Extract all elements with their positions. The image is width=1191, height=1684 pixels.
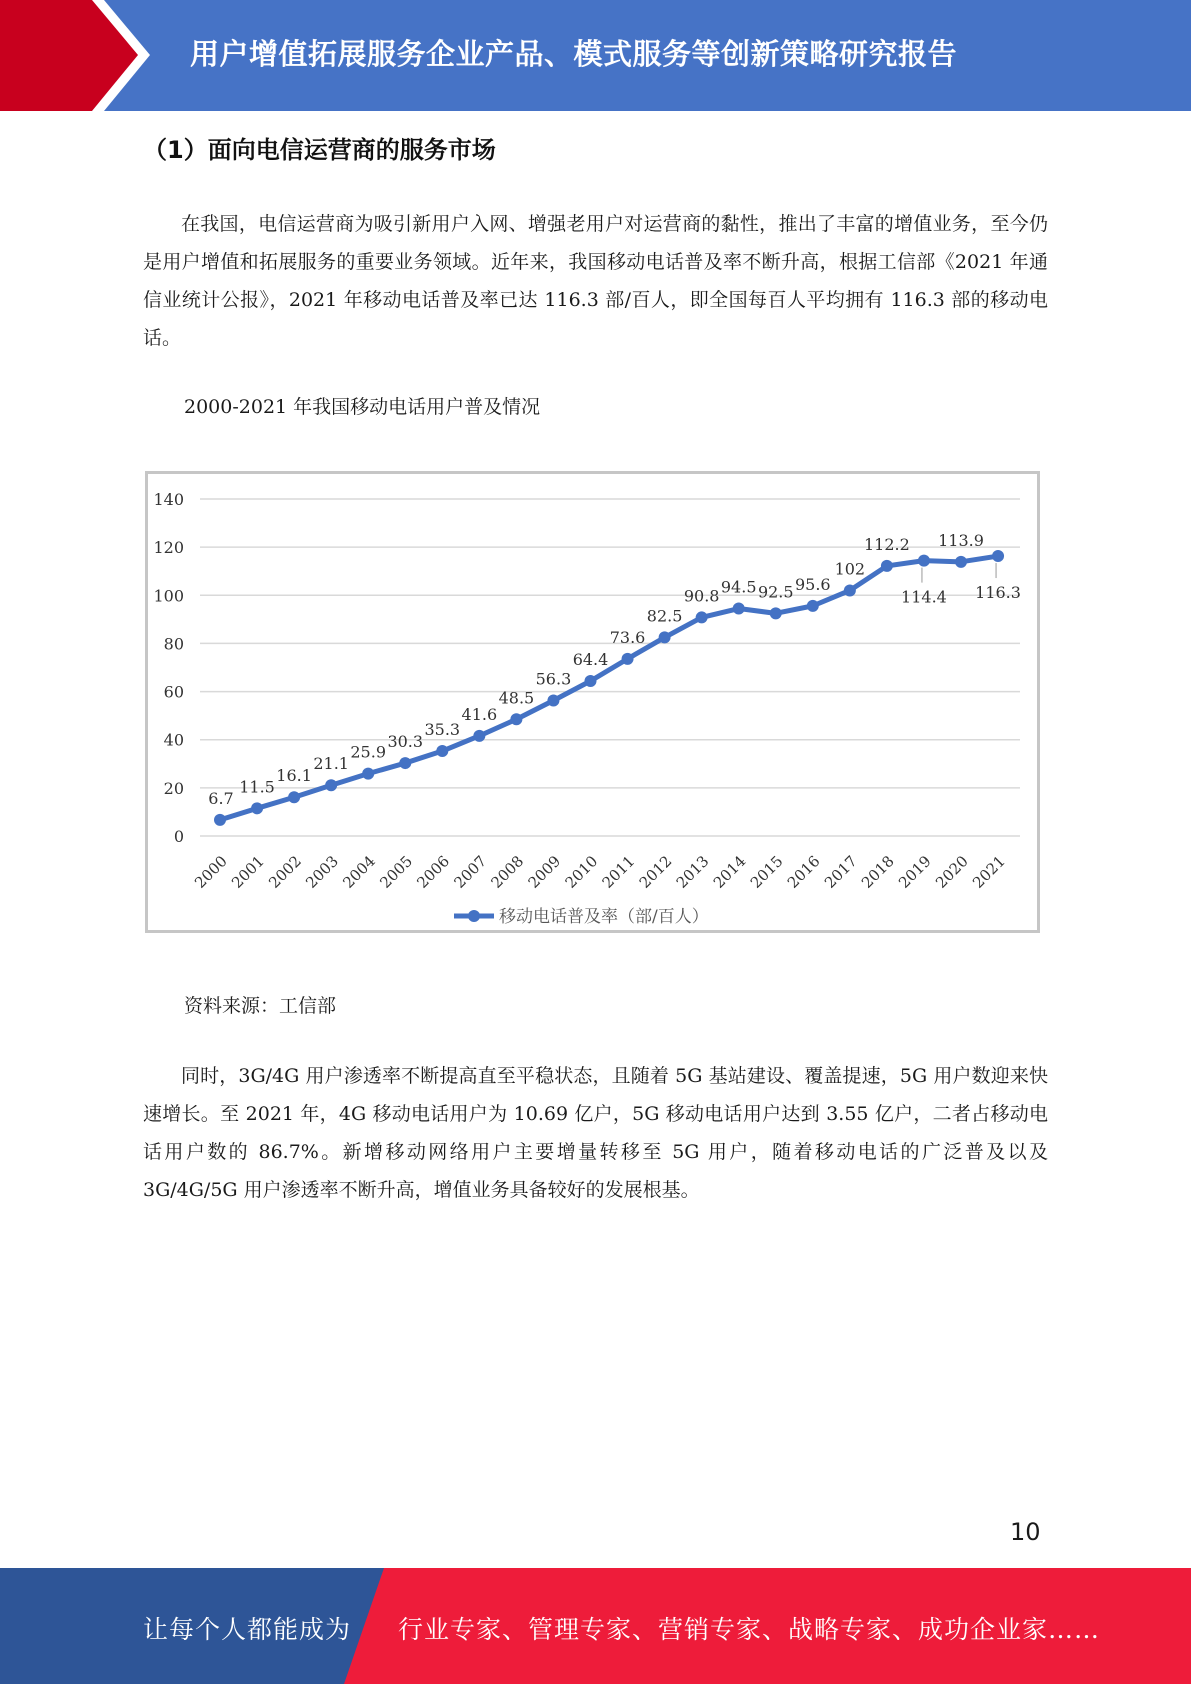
x-tick-label: 2005 (376, 852, 417, 892)
x-tick-label: 2015 (746, 852, 787, 892)
data-label: 35.3 (424, 720, 461, 740)
chart-svg (148, 474, 1037, 930)
data-label: 112.2 (863, 534, 910, 554)
data-point (288, 791, 300, 803)
data-point (510, 713, 522, 725)
y-tick-label: 0 (173, 827, 184, 846)
data-point (955, 556, 967, 568)
data-label: 30.3 (387, 732, 424, 752)
chart-caption: 2000-2021 年我国移动电话用户普及情况 (184, 396, 541, 418)
legend-label: 移动电话普及率（部/百人） (499, 907, 709, 927)
y-tick-label: 80 (163, 634, 184, 654)
header-chevron (0, 0, 170, 111)
x-tick-label: 2002 (265, 852, 305, 892)
x-tick-label: 2014 (709, 852, 750, 892)
x-tick-label: 2012 (635, 852, 676, 892)
x-tick-label: 2007 (450, 852, 491, 892)
x-tick-label: 2001 (228, 852, 268, 892)
data-point (436, 745, 448, 757)
data-label: 6.7 (208, 788, 234, 808)
source-note: 资料来源：工信部 (184, 995, 337, 1017)
data-label: 90.8 (683, 586, 720, 606)
x-tick-label: 2010 (561, 852, 602, 892)
x-tick-label: 2011 (598, 852, 639, 892)
data-label: 94.5 (720, 577, 757, 597)
body-paragraph-2: 同时，3G/4G 用户渗透率不断提高直至平稳状态，且随着 5G 基站建设、覆盖提速，5G 用户数迎来快速增长。至 2021 年，4G 移动电话用户为 10.69 亿户，5G 移动电话用户达到 3.55 亿户，二者占移动电话用户数的 86.7%。新增移动网络用户主要增量转移至 5G 用户，随着移动电话的广泛普及以及 3G/4G/5G 用户渗透率不断升高，增值业务具备较好的发展根基。 (143, 1065, 1048, 1201)
data-point (733, 603, 745, 615)
footer-roles: 行业专家、管理专家、营销专家、战略专家、成功企业家…… (398, 1615, 1101, 1644)
x-tick-label: 2003 (302, 852, 342, 892)
data-label: 11.5 (239, 777, 275, 797)
data-label: 116.3 (975, 583, 1021, 603)
x-tick-label: 2013 (672, 852, 713, 892)
data-point (547, 694, 559, 706)
x-tick-label: 2006 (413, 852, 454, 892)
footer-slogan: 让每个人都能成为 (143, 1615, 352, 1644)
data-label: 48.5 (498, 688, 535, 708)
data-point (399, 757, 411, 769)
data-label: 102 (834, 559, 866, 579)
data-point (325, 779, 337, 791)
data-label: 114.4 (901, 587, 947, 607)
data-label: 64.4 (572, 649, 609, 669)
y-tick-label: 20 (163, 778, 184, 798)
data-label: 73.6 (609, 627, 646, 647)
x-tick-label: 2017 (820, 852, 861, 892)
data-point (770, 607, 782, 619)
data-point (844, 584, 856, 596)
y-tick-label: 120 (153, 538, 184, 558)
data-point (362, 768, 374, 780)
footer-banner (0, 1568, 1191, 1684)
section-heading: （1）面向电信运营商的服务市场 (143, 136, 496, 164)
y-tick-label: 60 (163, 682, 184, 702)
data-point (992, 550, 1004, 562)
x-tick-label: 2018 (857, 852, 898, 892)
x-tick-label: 2019 (895, 852, 935, 892)
y-tick-label: 40 (163, 730, 184, 750)
data-label: 82.5 (646, 606, 683, 626)
data-point (918, 555, 930, 567)
data-point (659, 631, 671, 643)
data-label: 95.6 (794, 574, 831, 594)
data-label: 21.1 (313, 754, 349, 774)
data-label: 25.9 (350, 742, 387, 762)
data-label: 16.1 (276, 766, 312, 786)
x-tick-label: 2016 (783, 852, 824, 892)
data-label: 56.3 (535, 669, 572, 689)
report-title: 用户增值拓展服务企业产品、模式服务等创新策略研究报告 (190, 37, 958, 71)
data-point (807, 600, 819, 612)
data-point (251, 802, 263, 814)
x-tick-label: 2004 (339, 852, 380, 892)
x-tick-label: 2008 (487, 852, 528, 892)
x-tick-label: 2009 (524, 852, 565, 892)
page-number: 10 (1010, 1518, 1041, 1546)
data-label: 113.9 (938, 530, 984, 550)
line-chart (145, 471, 1040, 933)
data-label: 92.5 (757, 582, 794, 602)
data-point (585, 675, 597, 687)
x-tick-label: 2000 (191, 852, 231, 892)
x-tick-label: 2021 (969, 852, 1009, 892)
data-point (473, 730, 485, 742)
body-paragraph-1: 在我国，电信运营商为吸引新用户入网、增强老用户对运营商的黏性，推出了丰富的增值业务，至今仍是用户增值和拓展服务的重要业务领域。近年来，我国移动电话普及率不断升高，根据工信部《2021 年通信业统计公报》，2021 年移动电话普及率已达 116.3 部/百人，即全国每百人平均拥有 116.3 部的移动电话。 (143, 213, 1048, 349)
data-point (881, 560, 893, 572)
data-label: 41.6 (461, 704, 498, 724)
x-tick-label: 2020 (932, 852, 972, 892)
legend-swatch-marker (468, 910, 480, 922)
y-tick-label: 100 (153, 586, 184, 606)
data-point (696, 611, 708, 623)
y-tick-label: 140 (153, 490, 184, 509)
data-point (214, 814, 226, 826)
data-point (622, 653, 634, 665)
header-bar (0, 0, 1191, 111)
